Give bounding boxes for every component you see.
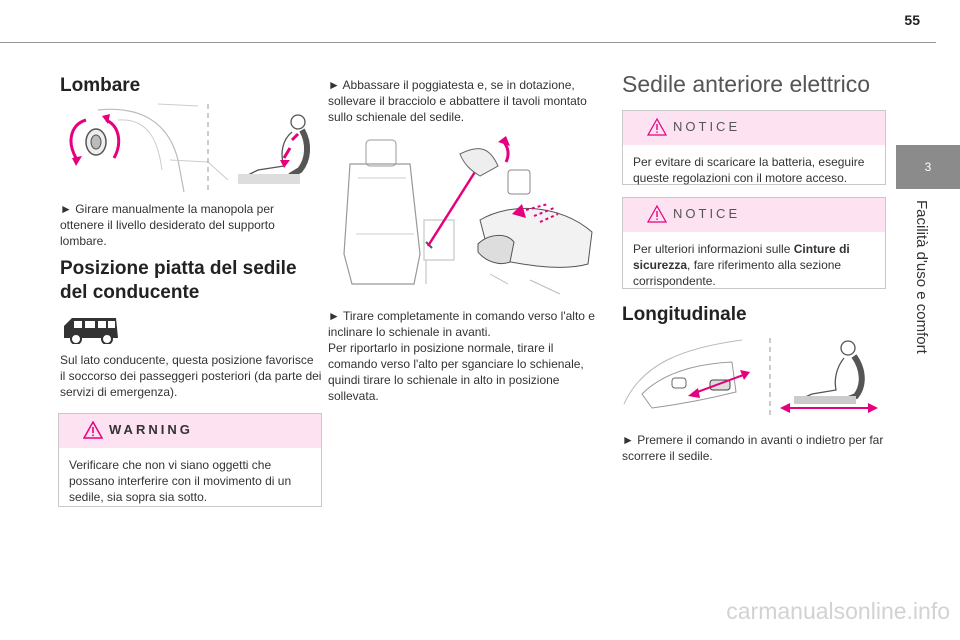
notice-label: NOTICE	[673, 206, 741, 221]
warning-icon	[83, 421, 103, 439]
notice-box-battery	[622, 110, 886, 185]
posizione-piatta-text: Sul lato conducente, questa posizione favorisce il soccorso dei passeggeri posteriori (da parte dei servizi di emergenza).	[60, 353, 322, 399]
watermark: carmanualsonline.info	[726, 598, 950, 624]
section-title-longitudinale: Longitudinale	[622, 304, 747, 325]
header-rule	[0, 42, 936, 43]
headrest-instruction: ► Abbassare il poggiatesta e, se in dotazione, sollevare il bracciolo e abbattere il tavoli montato sullo schienale del sedile.	[328, 78, 587, 124]
restore-instruction: Per riportarlo in posizione normale, tirare il comando verso l'alto per sganciare lo schienale, quindi tirare lo schienale in alto in posizione sollevata.	[328, 341, 584, 403]
warning-box	[58, 413, 322, 507]
seat-belts-link[interactable]: Cinture di sicurezza	[633, 242, 850, 272]
longitudinale-instruction: ► Premere il comando in avanti o indietro per far scorrere il sedile.	[622, 433, 884, 463]
notice-text-post: , fare riferimento alla sezione corrispondente.	[633, 258, 842, 288]
section-title-lombare: Lombare	[60, 75, 141, 96]
notice-label: NOTICE	[673, 119, 741, 134]
warning-header	[59, 414, 321, 448]
chapter-side-title	[906, 200, 930, 500]
seat-fold-illustration	[330, 134, 606, 300]
section-title-sedile-elettrico: Sedile anteriore elettrico	[622, 71, 871, 97]
lombare-instruction: ► Girare manualmente la manopola per ottenere il livello desiderato del supporto lombare.	[60, 202, 275, 248]
notice-icon	[647, 118, 667, 136]
notice-icon	[647, 205, 667, 223]
chapter-title: Facilità d'uso e comfort	[913, 200, 930, 354]
van-icon	[60, 314, 122, 344]
longitudinal-illustration	[622, 334, 878, 418]
notice-text-pre: Per ulteriori informazioni sulle	[633, 242, 794, 256]
notice-header	[623, 111, 885, 145]
section-title-posizione-piatta: Posizione piatta del sedile del conducente	[60, 258, 297, 303]
warning-label: WARNING	[109, 422, 193, 437]
chapter-tab-number[interactable]: 3	[896, 145, 960, 189]
warning-text: Verificare che non vi siano oggetti che possano interferire con il movimento di un sedile, sia sopra sia sotto.	[69, 458, 292, 504]
page-number: 55	[904, 12, 920, 28]
fold-instruction: ► Tirare completamente in comando verso l'alto e inclinare lo schienale in avanti.	[328, 309, 595, 339]
notice-header	[623, 198, 885, 232]
notice-text	[623, 232, 885, 297]
notice-text: Per evitare di scaricare la batteria, eseguire queste regolazioni con il motore acceso.	[633, 155, 865, 185]
lumbar-illustration	[58, 100, 320, 196]
notice-box-belts	[622, 197, 886, 289]
